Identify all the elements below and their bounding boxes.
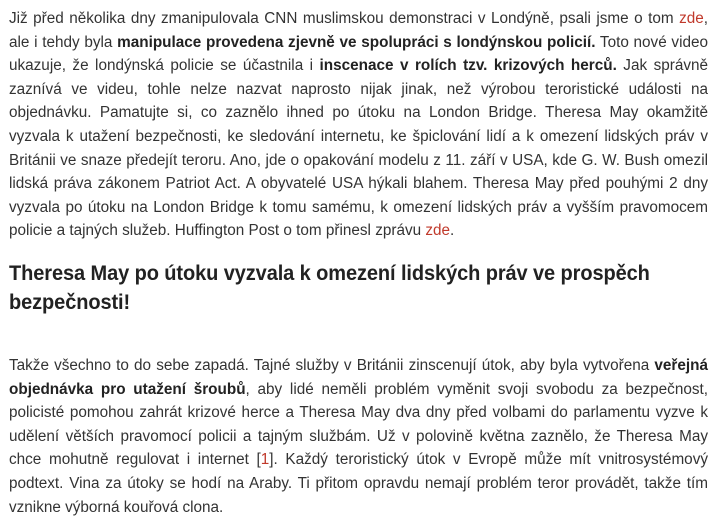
bold-text: inscenace v rolích tzv. krizových herců. xyxy=(319,57,617,75)
link-zde-cnn[interactable]: zde xyxy=(679,10,704,27)
text-segment: ]. Každý teroristický útok v Evropě může mít vnitrosystémový podtext. Vina za útoky se hodí na Araby. Ti přitom opravdu nemají problém teror provádět, takže tím vznikne výborná kouřová clona. xyxy=(9,451,708,516)
paragraph-second xyxy=(9,354,708,519)
text-segment: Toto nové video ukazuje, že londýnská policie se účastnila i xyxy=(9,33,708,75)
link-zde-huffington[interactable]: zde xyxy=(425,222,451,240)
text-segment: Takže všechno to do sebe zapadá. Tajné služby v Británii zinscenují útok, aby byla vytvořena xyxy=(9,357,655,374)
text-segment: , aby lidé neměli problém vyměnit svoji svobodu za bezpečnost, policisté pomohou zahrát krizové herce a Theresa May dva dny před volbami do parlamentu vyzve k udělení větších pravomocí policii a tajným službám. Už v polovině května zaznělo, že Theresa May chce mohutně regulovat i internet [ xyxy=(9,380,708,469)
text-segment: . xyxy=(450,222,455,240)
link-reference-1[interactable]: 1 xyxy=(260,451,270,469)
paragraph-intro xyxy=(9,7,708,243)
text-segment: Jak správně zaznívá ve videu, tohle nelze nazvat naprosto nijak jinak, než výrobou teroristické události na objednávku. Pamatujte si, co zaznělo ihned po útoku na London Bridge. Theresa May okamžitě vyzvala k utažení bezpečnosti, ke sledování internetu, ke špiclování lidí a k omezení lidských práv v Británii ve snaze předejít teroru. Ano, jde o opakování modelu z 11. září v USA, kde G. W. Bush omezil lidská práva zákonem Patriot Act. A obyvatelé USA hýkali blahem. Theresa May před pouhými 2 dny vyzvala po útoku na London Bridge k tomu samému, k omezení lidských práv a vyšším pravomocem policie a tajných služeb. Huffington Post o tom přinesl zprávu xyxy=(9,57,708,240)
text-segment: , ale i tehdy byla xyxy=(9,10,708,51)
text-segment: Již před několika dny zmanipulovala CNN muslimskou demonstraci v Londýně, psali jsme o tom xyxy=(9,10,680,27)
bold-text: manipulace provedena zjevně ve spolupráci s londýnskou policií. xyxy=(117,33,596,51)
bold-text: veřejná objednávka pro utažení šroubů xyxy=(9,357,708,398)
section-heading: Theresa May po útoku vyzvala k omezení lidských práv ve prospěch bezpečnosti! xyxy=(9,261,650,314)
